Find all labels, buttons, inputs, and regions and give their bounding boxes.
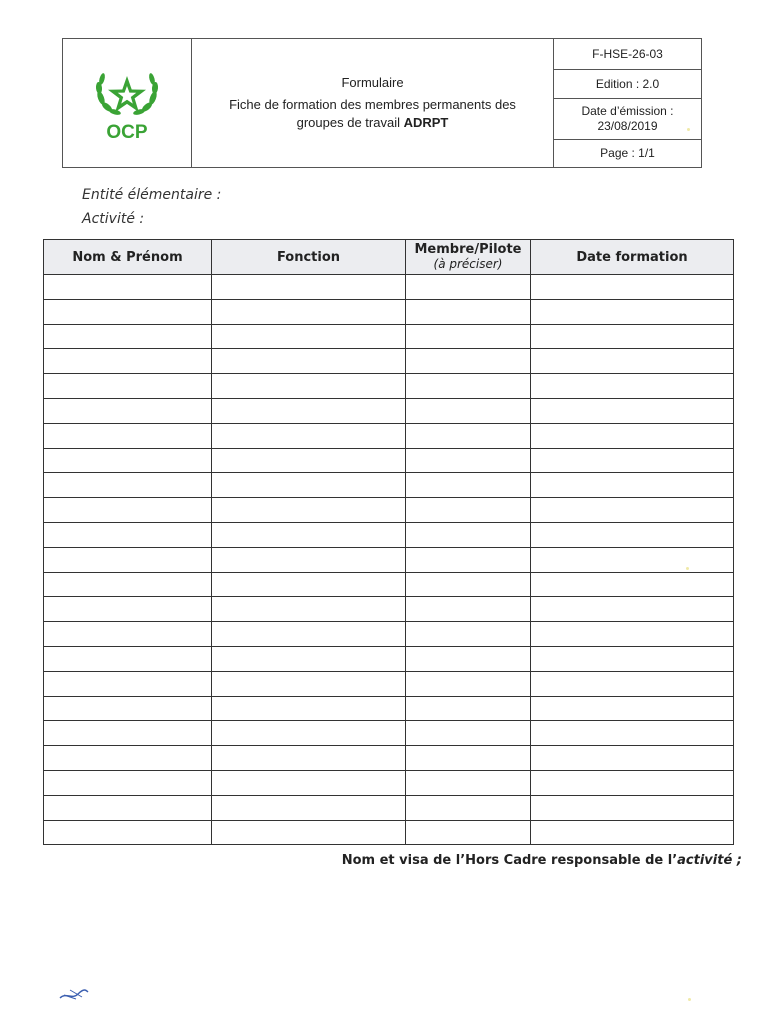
table-row (44, 473, 734, 498)
cell-nom-prenom[interactable] (44, 547, 212, 572)
cell-fonction[interactable] (212, 795, 406, 820)
table-row (44, 349, 734, 374)
cell-fonction[interactable] (212, 721, 406, 746)
cell-date-formation[interactable] (531, 448, 734, 473)
col-membre-pilote-hint: (à préciser) (433, 257, 503, 271)
cell-membre-pilote[interactable] (406, 398, 531, 423)
cell-date-formation[interactable] (531, 721, 734, 746)
cell-membre-pilote[interactable] (406, 770, 531, 795)
form-title-line2: groupes de travail ADRPT (296, 115, 449, 130)
table-row (44, 398, 734, 423)
table-row (44, 696, 734, 721)
cell-nom-prenom[interactable] (44, 671, 212, 696)
form-edition: Edition : 2.0 (554, 70, 701, 99)
cell-date-formation[interactable] (531, 746, 734, 771)
cell-nom-prenom[interactable] (44, 770, 212, 795)
table-row (44, 275, 734, 300)
cell-membre-pilote[interactable] (406, 671, 531, 696)
cell-fonction[interactable] (212, 498, 406, 523)
cell-date-formation[interactable] (531, 671, 734, 696)
table-row (44, 522, 734, 547)
cell-nom-prenom[interactable] (44, 721, 212, 746)
cell-nom-prenom[interactable] (44, 498, 212, 523)
cell-fonction[interactable] (212, 746, 406, 771)
cell-date-formation[interactable] (531, 646, 734, 671)
cell-date-formation[interactable] (531, 572, 734, 597)
document-header (62, 38, 702, 168)
cell-membre-pilote[interactable] (406, 696, 531, 721)
form-title-line1: Fiche de formation des membres permanents des (229, 97, 516, 112)
form-title-cell (192, 39, 554, 167)
table-row (44, 572, 734, 597)
cell-nom-prenom[interactable] (44, 299, 212, 324)
table-row (44, 746, 734, 771)
cell-nom-prenom[interactable] (44, 696, 212, 721)
cell-date-formation[interactable] (531, 473, 734, 498)
cell-membre-pilote[interactable] (406, 646, 531, 671)
cell-nom-prenom[interactable] (44, 746, 212, 771)
col-nom-prenom: Nom & Prénom (44, 240, 212, 275)
cell-date-formation[interactable] (531, 622, 734, 647)
cell-fonction[interactable] (212, 423, 406, 448)
cell-fonction[interactable] (212, 398, 406, 423)
initials-scribble (58, 986, 90, 1004)
cell-membre-pilote[interactable] (406, 299, 531, 324)
cell-membre-pilote[interactable] (406, 448, 531, 473)
activite-label: Activité : (82, 211, 145, 227)
cell-membre-pilote[interactable] (406, 572, 531, 597)
cell-date-formation[interactable] (531, 696, 734, 721)
cell-membre-pilote[interactable] (406, 622, 531, 647)
table-row (44, 622, 734, 647)
cell-nom-prenom[interactable] (44, 622, 212, 647)
scan-speck (688, 998, 691, 1001)
col-membre-pilote: Membre/Pilote (à préciser) (406, 240, 531, 275)
cell-nom-prenom[interactable] (44, 795, 212, 820)
cell-date-formation[interactable] (531, 795, 734, 820)
form-page: Page : 1/1 (600, 146, 655, 160)
table-row (44, 448, 734, 473)
cell-date-formation[interactable] (531, 597, 734, 622)
cell-nom-prenom[interactable] (44, 349, 212, 374)
cell-fonction[interactable] (212, 646, 406, 671)
cell-nom-prenom[interactable] (44, 275, 212, 300)
cell-nom-prenom[interactable] (44, 374, 212, 399)
cell-membre-pilote[interactable] (406, 547, 531, 572)
cell-date-formation[interactable] (531, 398, 734, 423)
cell-nom-prenom[interactable] (44, 473, 212, 498)
form-code: F-HSE-26-03 (554, 39, 701, 70)
table-row (44, 423, 734, 448)
cell-nom-prenom[interactable] (44, 324, 212, 349)
table-row (44, 597, 734, 622)
entite-label: Entité élémentaire : (82, 187, 222, 203)
cell-nom-prenom[interactable] (44, 820, 212, 845)
cell-membre-pilote[interactable] (406, 498, 531, 523)
col-date-formation: Date formation (531, 240, 734, 275)
table-row (44, 547, 734, 572)
cell-fonction[interactable] (212, 547, 406, 572)
table-row (44, 324, 734, 349)
cell-membre-pilote[interactable] (406, 275, 531, 300)
cell-fonction[interactable] (212, 597, 406, 622)
cell-fonction[interactable] (212, 473, 406, 498)
cell-membre-pilote[interactable] (406, 374, 531, 399)
cell-fonction[interactable] (212, 349, 406, 374)
cell-fonction[interactable] (212, 299, 406, 324)
cell-fonction[interactable] (212, 770, 406, 795)
table-row (44, 671, 734, 696)
table-row (44, 498, 734, 523)
scan-speck (686, 567, 689, 570)
cell-membre-pilote[interactable] (406, 473, 531, 498)
ocp-logo (87, 58, 167, 148)
cell-membre-pilote[interactable] (406, 795, 531, 820)
cell-fonction[interactable] (212, 522, 406, 547)
form-meta-cell (554, 39, 701, 167)
form-title-acronym: ADRPT (403, 115, 449, 130)
cell-fonction[interactable] (212, 275, 406, 300)
cell-nom-prenom[interactable] (44, 597, 212, 622)
cell-date-formation[interactable] (531, 498, 734, 523)
cell-date-formation[interactable] (531, 770, 734, 795)
cell-fonction[interactable] (212, 820, 406, 845)
table-body (44, 275, 734, 845)
table-row (44, 299, 734, 324)
cell-membre-pilote[interactable] (406, 349, 531, 374)
cell-membre-pilote[interactable] (406, 820, 531, 845)
col-fonction: Fonction (212, 240, 406, 275)
table-row (44, 770, 734, 795)
cell-fonction[interactable] (212, 374, 406, 399)
form-date: Date d’émission : 23/08/2019 (554, 99, 701, 140)
signature-note: Nom et visa de l’Hors Cadre responsable de l’activité ; (341, 853, 742, 868)
cell-date-formation[interactable] (531, 349, 734, 374)
cell-nom-prenom[interactable] (44, 646, 212, 671)
logo-text: OCP (106, 122, 148, 143)
table-row (44, 820, 734, 845)
cell-membre-pilote[interactable] (406, 324, 531, 349)
cell-fonction[interactable] (212, 696, 406, 721)
table-header-row (44, 240, 734, 275)
table-row (44, 646, 734, 671)
table-row (44, 795, 734, 820)
cell-date-formation[interactable] (531, 522, 734, 547)
scan-speck (687, 128, 690, 131)
cell-membre-pilote[interactable] (406, 522, 531, 547)
cell-date-formation[interactable] (531, 275, 734, 300)
cell-membre-pilote[interactable] (406, 597, 531, 622)
cell-fonction[interactable] (212, 622, 406, 647)
cell-nom-prenom[interactable] (44, 522, 212, 547)
cell-membre-pilote[interactable] (406, 423, 531, 448)
cell-fonction[interactable] (212, 448, 406, 473)
cell-date-formation[interactable] (531, 547, 734, 572)
cell-membre-pilote[interactable] (406, 721, 531, 746)
cell-fonction[interactable] (212, 324, 406, 349)
table-row (44, 721, 734, 746)
cell-date-formation[interactable] (531, 299, 734, 324)
form-type: Formulaire (341, 75, 404, 90)
logo-cell (63, 39, 192, 167)
cell-nom-prenom[interactable] (44, 423, 212, 448)
cell-date-formation[interactable] (531, 324, 734, 349)
cell-fonction[interactable] (212, 671, 406, 696)
cell-nom-prenom[interactable] (44, 572, 212, 597)
cell-nom-prenom[interactable] (44, 448, 212, 473)
training-table (43, 239, 734, 845)
cell-date-formation[interactable] (531, 423, 734, 448)
cell-membre-pilote[interactable] (406, 746, 531, 771)
cell-date-formation[interactable] (531, 820, 734, 845)
cell-fonction[interactable] (212, 572, 406, 597)
cell-nom-prenom[interactable] (44, 398, 212, 423)
cell-date-formation[interactable] (531, 374, 734, 399)
table-row (44, 374, 734, 399)
